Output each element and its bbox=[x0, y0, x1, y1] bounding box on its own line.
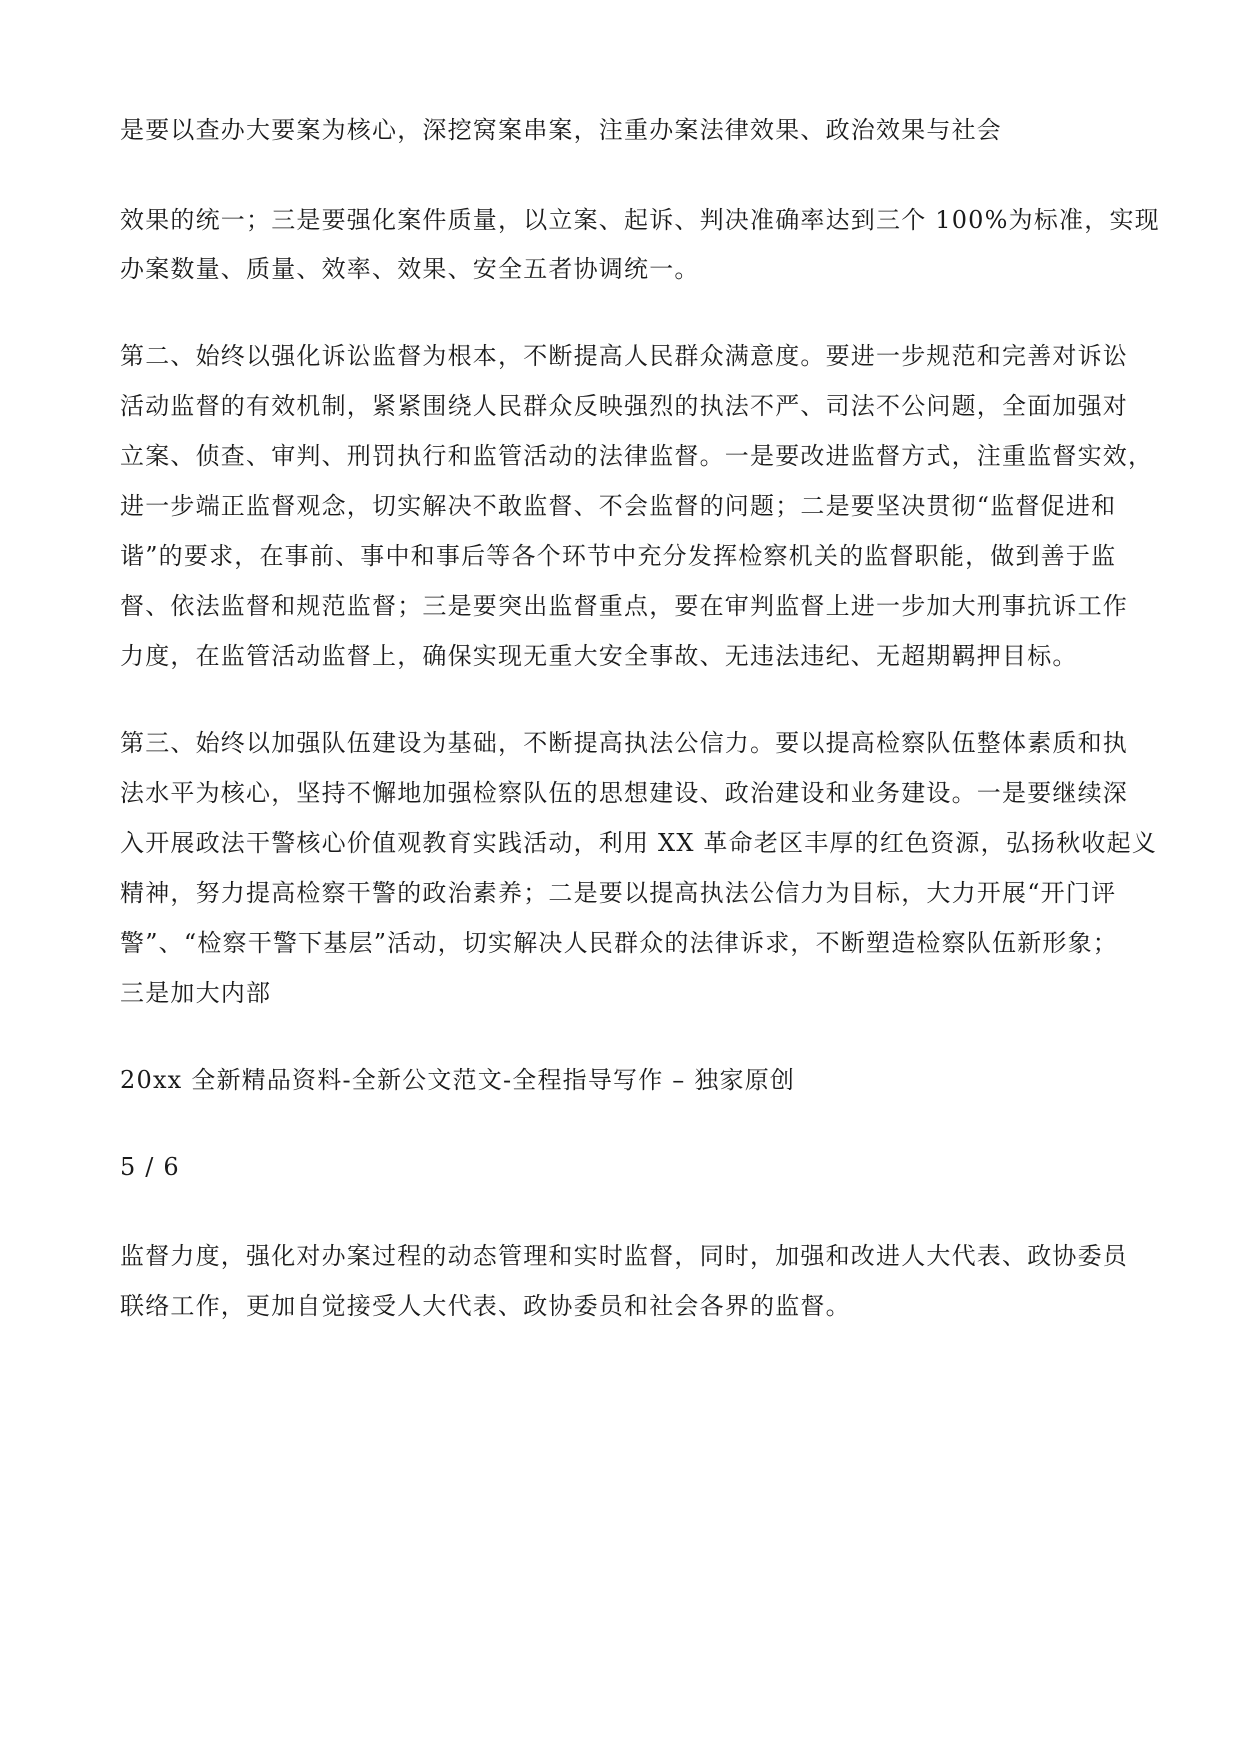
text-line: 联络工作，更加自觉接受人大代表、政协委员和社会各界的监督。 bbox=[120, 1292, 851, 1320]
text-line: 法水平为核心，坚持不懈地加强检察队伍的思想建设、政治建设和业务建设。一是要继续深 bbox=[120, 779, 1128, 807]
text-line: 力度，在监管活动监督上，确保实现无重大安全事故、无违法违纪、无超期羁押目标。 bbox=[120, 642, 1078, 670]
text-line: 精神，努力提高检察干警的政治素养；二是要以提高执法公信力为目标，大力开展“开门评 bbox=[120, 879, 1117, 907]
text-line: 第二、始终以强化诉讼监督为根本，不断提高人民群众满意度。要进一步规范和完善对诉讼 bbox=[120, 342, 1128, 370]
text-line: 警”、“检察干警下基层”活动，切实解决人民群众的法律诉求，不断塑造检察队伍新形象； bbox=[120, 929, 1119, 957]
text-line: 监督力度，强化对办案过程的动态管理和实时监督，同时，加强和改进人大代表、政协委员 bbox=[120, 1242, 1128, 1270]
text-line: 立案、侦查、审判、刑罚执行和监管活动的法律监督。一是要改进监督方式，注重监督实效， bbox=[120, 442, 1154, 470]
text-line: 入开展政法干警核心价值观教育实践活动，利用 XX 革命老区丰厚的红色资源，弘扬秋收起义 bbox=[120, 829, 1158, 857]
page-number: 5 / 6 bbox=[120, 1153, 180, 1181]
text-line: 三是加大内部 bbox=[120, 979, 272, 1007]
text-line: 办案数量、质量、效率、效果、安全五者协调统一。 bbox=[120, 255, 700, 283]
text-line: 进一步端正监督观念，切实解决不敢监督、不会监督的问题；二是要坚决贯彻“监督促进和 bbox=[120, 492, 1117, 520]
footer-text: 20xx 全新精品资料-全新公文范文-全程指导写作 – 独家原创 bbox=[120, 1066, 796, 1094]
text-line: 效果的统一；三是要强化案件质量，以立案、起诉、判决准确率达到三个 100%为标准，实现 bbox=[120, 206, 1160, 234]
text-line: 督、依法监督和规范监督；三是要突出监督重点，要在审判监督上进一步加大刑事抗诉工作 bbox=[120, 592, 1128, 620]
text-line: 是要以查办大要案为核心，深挖窝案串案，注重办案法律效果、政治效果与社会 bbox=[120, 116, 1002, 144]
text-line: 活动监督的有效机制，紧紧围绕人民群众反映强烈的执法不严、司法不公问题，全面加强对 bbox=[120, 392, 1128, 420]
text-line: 谐”的要求，在事前、事中和事后等各个环节中充分发挥检察机关的监督职能，做到善于监 bbox=[120, 542, 1117, 570]
text-line: 第三、始终以加强队伍建设为基础，不断提高执法公信力。要以提高检察队伍整体素质和执 bbox=[120, 729, 1128, 757]
